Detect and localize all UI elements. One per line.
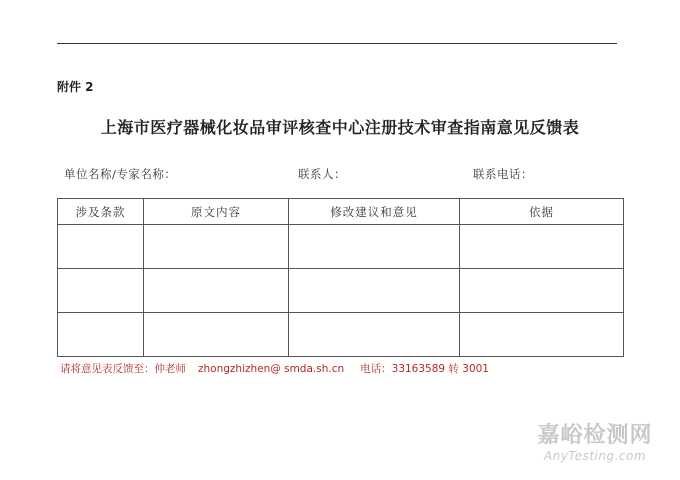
document-title: 上海市医疗器械化妆品审评核查中心注册技术审查指南意见反馈表	[100, 118, 580, 137]
table-cell[interactable]	[460, 225, 624, 269]
table-cell[interactable]	[289, 313, 460, 357]
header-basis: 依据	[460, 199, 624, 225]
feedback-phone: 电话：33163589 转 3001	[360, 363, 489, 375]
top-rule	[57, 43, 617, 44]
table-row	[58, 225, 624, 269]
watermark-cn: 嘉峪检测网	[537, 423, 653, 448]
feedback-contact-line	[60, 361, 489, 376]
attachment-label: 附件 2	[57, 80, 94, 94]
table-cell[interactable]	[289, 269, 460, 313]
table-cell[interactable]	[460, 269, 624, 313]
header-original-text: 原文内容	[144, 199, 289, 225]
watermark	[520, 423, 670, 463]
header-clause: 涉及条款	[58, 199, 144, 225]
table-cell[interactable]	[144, 225, 289, 269]
table-cell[interactable]	[58, 269, 144, 313]
table-row	[58, 313, 624, 357]
watermark-en: AnyTesting.com	[543, 449, 647, 463]
table-cell[interactable]	[58, 313, 144, 357]
table-cell[interactable]	[144, 269, 289, 313]
table-cell[interactable]	[289, 225, 460, 269]
unit-name-label: 单位名称/专家名称：	[64, 167, 177, 181]
table-cell[interactable]	[144, 313, 289, 357]
contact-phone-label: 联系电话：	[473, 167, 533, 181]
feedback-recipient: 请将意见表反馈至：仲老师	[60, 363, 186, 375]
contact-person-label: 联系人：	[298, 167, 346, 181]
feedback-email[interactable]: zhongzhizhen@ smda.sh.cn	[198, 363, 345, 375]
table-cell[interactable]	[460, 313, 624, 357]
table-header-row	[58, 199, 624, 225]
header-suggestion: 修改建议和意见	[289, 199, 460, 225]
table-row	[58, 269, 624, 313]
table-cell[interactable]	[58, 225, 144, 269]
feedback-table	[57, 198, 624, 357]
